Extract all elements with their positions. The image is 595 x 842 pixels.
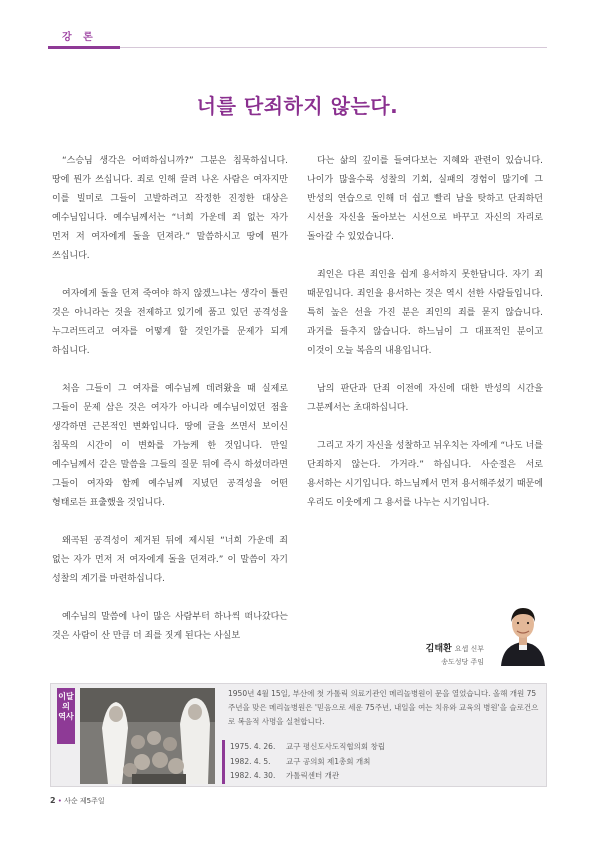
body-column-left [52,152,288,665]
page-title: 너를 단죄하지 않는다. [196,94,399,118]
paragraph: “스승님 생각은 어떠하십니까?” 그분은 침묵하십니다. 땅에 뭔가 쓰십니다. 죄로 인해 끌려 나온 사람은 여자지만 이를 빌미로 그들이 고발하려고 작정한 진정한 대상은 예수님입니다. 예수님께서는 “너희 가운데 죄 없는 자가 먼저 저 여자에게 돌을 던져라.” 말씀하시고 땅에 뭔가 쓰십니다. [52,156,288,261]
author-name: 김태환 [425,644,452,654]
timeline-item [230,755,530,770]
timeline-date: 1975. 4. 26. [230,742,276,751]
author-parish: 송도성당 주임 [441,658,484,666]
timeline-item [230,740,530,755]
paragraph: 예수님의 말씀에 나이 많은 사람부터 하나씩 떠나갔다는 것은 사람이 산 만큼 더 죄를 짓게 된다는 사실보 [52,612,288,641]
timeline-bar [222,740,225,784]
timeline-date: 1982. 4. 5. [230,756,271,766]
author-role: 요셉 신부 [454,645,484,653]
timeline-date: 1982. 4. 30. [230,771,276,780]
section-tag: 강 론 [62,32,97,43]
author-photo [497,598,549,666]
issue-label: 사순 제5주일 [64,797,105,805]
paragraph: 여자에게 돌을 던져 죽여야 하지 않겠느냐는 생각이 틀린 것은 아니라는 것을 전제하고 있기에 품고 있던 공격성을 누그러뜨리고 여자를 어떻게 할 것인가를 문제가 되게 하십니다. [52,289,288,356]
history-label: 이달의 역사 [57,688,75,744]
timeline-item [230,769,530,784]
paragraph: 죄인은 다른 죄인을 쉽게 용서하지 못한답니다. 자기 죄 때문입니다. 죄인을 용서하는 것은 역시 선한 사람들입니다. 특히 높은 선을 가진 분은 죄인의 죄를 묻지 않습니다. 과거를 들추지 않습니다. 하느님이 그 대표적인 분이고 이것이 오늘 복음의 내용입니다. [307,270,543,356]
timeline-event: 가톨릭센터 개관 [286,771,340,780]
paragraph: 남의 판단과 단죄 이전에 자신에 대한 반성의 시간을 그분께서는 초대하십니다. [307,384,543,413]
history-photo [80,688,215,784]
page-number: 2 [50,796,56,805]
paragraph: 처음 그들이 그 여자를 예수님께 데려왔을 때 실제로 그들이 문제 삼은 것은 여자가 아니라 예수님이었던 점을 생각하면 근본적인 변화입니다. 땅에 글을 쓰면서 보이신 침묵의 시간이 이 변화를 가능케 한 것입니다. 만일 예수님께서 같은 말씀을 그들의 질문 뒤에 즉시 하셨더라면 그들이 여자와 함께 예수님께 지녔던 공격성을 어떤 형태로든 표출했을 것입니다. [52,384,288,508]
body-column-right [307,152,543,532]
paragraph: 왜곡된 공격성이 제거된 뒤에 제시된 “너희 가운데 죄 없는 자가 먼저 저 여자에게 돌을 던져라.” 이 말씀이 자기 성찰의 계기를 마련하십니다. [52,536,288,584]
paragraph: 그리고 자기 자신을 성찰하고 뉘우치는 자에게 “나도 너를 단죄하지 않는다. 가거라.” 하십니다. 사순절은 서로 용서하는 시기입니다. 하느님께서 먼저 용서해주셨기 때문에 우리도 이웃에게 그 용서를 나누는 시기입니다. [307,441,543,508]
paragraph: 다는 삶의 깊이를 들여다보는 지혜와 관련이 있습니다. 나이가 많을수록 성찰의 기회, 실패의 경험이 많기에 그 반성의 연습으로 인해 더 쉽고 빨리 남을 탓하고 단죄하던 시선을 자신을 돌아보는 시선으로 바꾸고 자신의 자리로 돌아갈 수 있었습니다. [307,156,543,242]
header-rule [120,47,547,48]
history-timeline [230,740,530,784]
timeline-event: 교구 공의회 제1총회 개최 [286,756,371,766]
footer [50,796,105,806]
header-rule-accent [48,46,120,49]
timeline-event: 교구 평신도사도직협의회 창립 [286,742,385,751]
footer-bullet: • [55,797,65,805]
history-description: 1950년 4월 15일, 부산에 첫 가톨릭 의료기관인 메리놀병원이 문을 열었습니다. 올해 개원 75주년을 맞은 메리놀병원은 '믿음으로 세운 75주년, 내일을 여는 치유와 교육의 병원'을 슬로건으로 복음적 사명을 실천합니다. [228,689,539,726]
author-name-line [380,641,484,654]
